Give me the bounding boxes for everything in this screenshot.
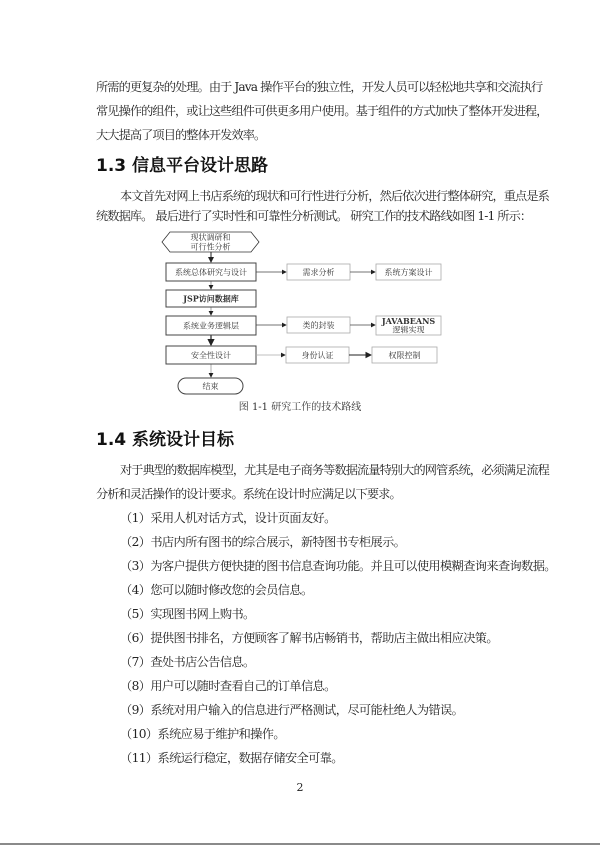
figure-caption: 图 1-1 研究工作的技术路线 — [238, 402, 362, 413]
requirement-item: （2）书店内所有图书的综合展示，新特图书专柜展示。 — [120, 535, 406, 549]
flow-step-3 — [166, 316, 256, 335]
section-heading-1-4: 1.4 系统设计目标 — [96, 430, 235, 450]
svg-text:系统业务逻辑层: 系统业务逻辑层 — [183, 321, 239, 331]
svg-text:权限控制: 权限控制 — [388, 351, 421, 360]
requirement-item: （4）您可以随时修改您的会员信息。 — [120, 583, 313, 597]
intro-line-2: 常见操作的组件，或让这些组件可供更多用户使用。基于组件的方式加快了整体开发进程， — [96, 104, 548, 118]
requirement-item: （10）系统应易于维护和操作。 — [120, 727, 285, 741]
flow-start-node — [162, 232, 259, 252]
svg-text:结束: 结束 — [202, 382, 219, 391]
section-1-4-line-2: 分析和灵活操作的设计要求。系统在设计时应满足以下要求。 — [96, 487, 401, 501]
flow-branch-class-encapsulation — [287, 317, 350, 333]
flow-step-4 — [166, 346, 256, 364]
svg-text:类的封装: 类的封装 — [302, 321, 335, 330]
section-1-3-line-2: 统数据库。 最后进行了实时性和可靠性分析测试。 研究工作的技术路线如图 1-1 所示： — [96, 209, 532, 223]
flow-start-line-2: 可行性分析 — [190, 242, 231, 252]
requirement-item: （8）用户可以随时查看自己的订单信息。 — [120, 679, 336, 693]
section-heading-1-3: 1.3 信息平台设计思路 — [96, 156, 269, 176]
flow-end-node — [178, 378, 243, 394]
svg-text:安全性设计: 安全性设计 — [191, 351, 231, 360]
requirement-item: （6）提供图书排名，方便顾客了解书店畅销书，帮助店主做出相应决策。 — [120, 631, 498, 645]
section-1-4-line-1: 对于典型的数据库模型，尤其是电子商务等数据流量特别大的网管系统，必须满足流程 — [120, 463, 549, 477]
flow-branch-authentication — [286, 347, 349, 363]
svg-text:JAVABEANS: JAVABEANS — [381, 316, 436, 326]
flow-branch-requirements — [287, 264, 350, 280]
flowchart-container — [150, 228, 450, 398]
requirement-item: （3）为客户提供方便快捷的图书信息查询功能。并且可以使用模糊查询来查询数据。 — [120, 559, 556, 573]
requirement-item: （7）查处书店公告信息。 — [120, 655, 255, 669]
flow-branch-javabeans — [376, 316, 441, 335]
flow-step-2 — [166, 290, 256, 307]
intro-line-1: 所需的更复杂的处理。由于 Java 操作平台的独立性，开发人员可以轻松地共享和交流执行 — [96, 80, 543, 94]
page-bottom-rule — [0, 843, 600, 845]
flow-step-1 — [166, 263, 256, 281]
section-1-3-line-1: 本文首先对网上书店系统的现状和可行性进行分析，然后依次进行整体研究，重点是系 — [120, 189, 549, 203]
svg-text:需求分析: 需求分析 — [302, 268, 335, 277]
svg-text:身份认证: 身份认证 — [301, 351, 334, 360]
flow-branch-solution-design — [376, 264, 441, 280]
intro-line-3: 大大提高了项目的整体开发效率。 — [96, 128, 266, 142]
svg-text:JSP访问数据库: JSP访问数据库 — [183, 293, 239, 304]
requirement-item: （11）系统运行稳定，数据存储安全可靠。 — [120, 751, 343, 765]
svg-text:系统总体研究与设计: 系统总体研究与设计 — [175, 268, 247, 277]
requirement-item: （1）采用人机对话方式，设计页面友好。 — [120, 511, 336, 525]
flowchart-diagram — [150, 228, 450, 398]
flow-start-line-1: 现状调研和 — [190, 233, 231, 242]
svg-text:系统方案设计: 系统方案设计 — [384, 268, 433, 277]
requirement-item: （5）实现图书网上购书。 — [120, 607, 255, 621]
svg-text:逻辑实现: 逻辑实现 — [392, 325, 425, 335]
page-number: 2 — [296, 781, 304, 794]
requirement-item: （9）系统对用户输入的信息进行严格测试，尽可能杜绝人为错误。 — [120, 703, 464, 717]
flow-branch-permission-control — [372, 347, 437, 363]
